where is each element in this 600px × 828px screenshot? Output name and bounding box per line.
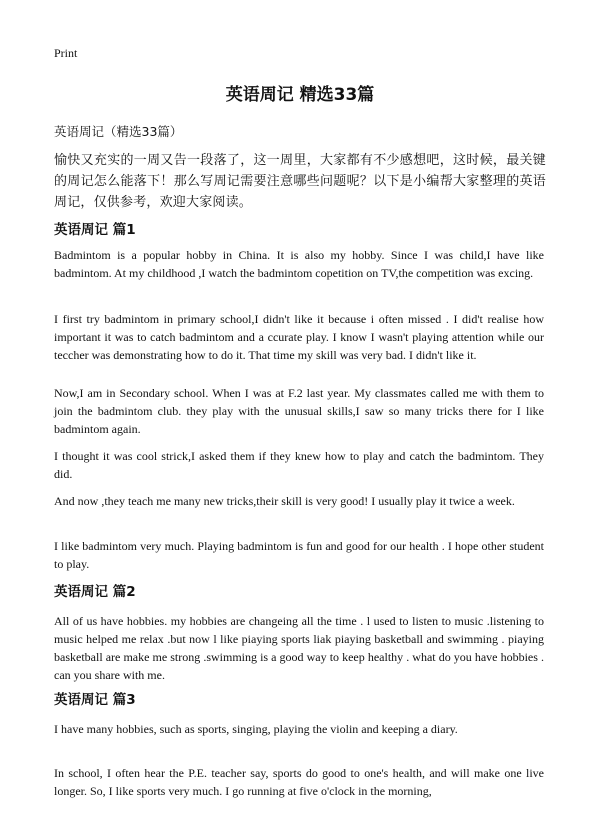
- section-heading-2: 英语周记 篇2: [54, 584, 136, 600]
- page-subtitle: 英语周记（精选33篇）: [54, 124, 183, 139]
- section-3-paragraph-2: In school, I often hear the P.E. teacher say, sports do good to one's health, and will make one live longer. So, I like sports very much. I go running at five o'clock in the morning,: [54, 766, 544, 798]
- section-1-paragraph-2: I first try badmintom in primary school,I didn't like it because i often missed . I did't realise how important it was to catch badmintom and a ccurate play. I know I wasn't playing attention while our teccher was demonstrating how to do it. That time my skill was very bad. I didn't like it.: [54, 312, 544, 362]
- section-1-paragraph-5: And now ,they teach me many new tricks,their skill is very good! I usually play it twice a week.: [54, 494, 515, 508]
- section-1-paragraph-4: I thought it was cool strick,I asked them if they knew how to play and catch the badmintom. They did.: [54, 449, 544, 481]
- section-heading-3: 英语周记 篇3: [54, 692, 136, 708]
- section-1-paragraph-3: Now,I am in Secondary school. When I was at F.2 last year. My classmates called me with them to join the badmintom club. they play with the unusual skills,I saw so many tricks there for I like badmintom again.: [54, 386, 544, 436]
- section-heading-1: 英语周记 篇1: [54, 222, 136, 238]
- intro-paragraph: 愉快又充实的一周又告一段落了，这一周里，大家都有不少感想吧，这时候，最关键的周记怎么能落下！那么写周记需要注意哪些问题呢？以下是小编帮大家整理的英语周记，仅供参考，欢迎大家阅读。: [54, 153, 546, 210]
- section-2-paragraph-1: All of us have hobbies. my hobbies are changeing all the time . l used to listen to music .listening to music helped me relax .but now l like piaying sports liak piaying basketball and swimming . piaying basketball are make me strong .swimming is a good way to keep healthy . what do you have hobbies . can you share with me.: [54, 614, 544, 682]
- section-1-paragraph-6: I like badmintom very much. Playing badmintom is fun and good for our health . I hope other student to play.: [54, 539, 544, 571]
- section-1-paragraph-1: Badmintom is a popular hobby in China. It is also my hobby. Since I was child,I have like badmintom. At my childhood ,I watch the badmintom copetition on TV,the competition was excing.: [54, 248, 544, 280]
- print-link[interactable]: Print: [54, 46, 78, 60]
- section-3-paragraph-1: I have many hobbies, such as sports, singing, playing the violin and keeping a diary.: [54, 722, 458, 736]
- page-title: 英语周记 精选33篇: [225, 85, 375, 105]
